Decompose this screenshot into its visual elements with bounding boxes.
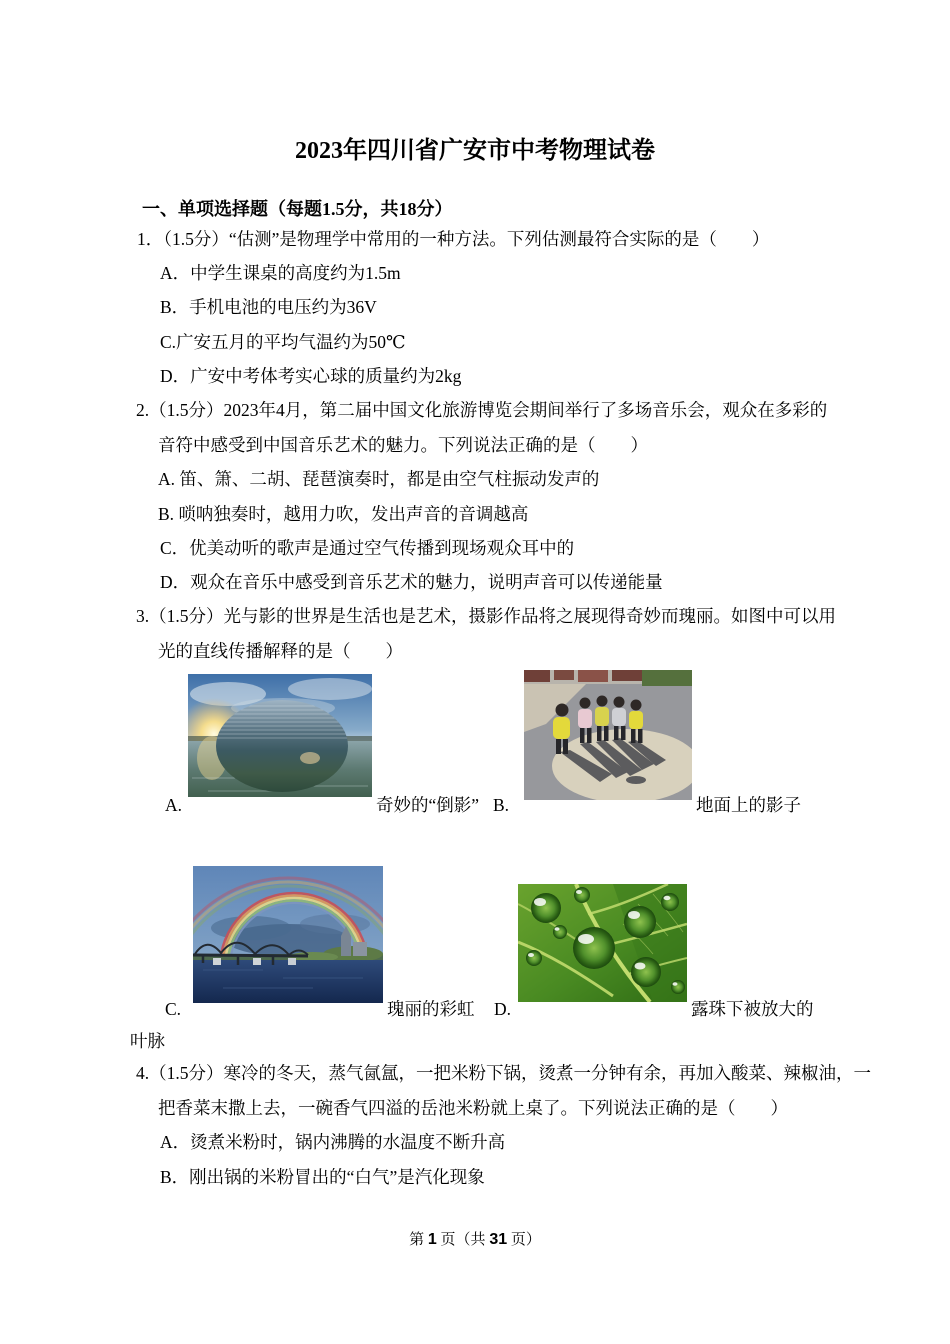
figure-a-caption: 奇妙的“倒影”	[376, 795, 480, 815]
figure-b-label: B.	[493, 795, 510, 815]
reflection-photo	[188, 674, 372, 797]
q1-stem: 1．（1.5分）“估测”是物理学中常用的一种方法。下列估测最符合实际的是（ ）	[137, 229, 770, 249]
figure-d-label: D.	[494, 999, 512, 1019]
q1-option-a: A．中学生课桌的高度约为1.5m	[160, 263, 401, 283]
section-heading: 一、单项选择题（每题1.5分，共18分）	[142, 199, 453, 219]
children-shadows-photo	[524, 670, 692, 800]
q4-option-b: B．刚出锅的米粉冒出的“白气”是汽化现象	[160, 1167, 485, 1187]
q2-option-b: B. 唢呐独奏时，越用力吹，发出声音的音调越高	[158, 504, 529, 524]
q2-stem-line1: 2.（1.5分）2023年4月，第二届中国文化旅游博览会期间举行了多场音乐会，观众在多彩的	[136, 400, 828, 420]
figure-c-label: C.	[165, 999, 182, 1019]
q3-stem-line1: 3.（1.5分）光与影的世界是生活也是艺术，摄影作品将之展现得奇妙而瑰丽。如图中可以用	[136, 606, 836, 626]
figure-b-caption: 地面上的影子	[696, 795, 801, 815]
q4-option-a: A．烫煮米粉时，锅内沸腾的水温度不断升高	[160, 1132, 506, 1152]
footer-text-mid: 页（共	[436, 1232, 490, 1248]
footer-page-number: 1	[427, 1231, 437, 1248]
footer-text-pre: 第	[409, 1232, 428, 1248]
footer-total-pages: 31	[489, 1231, 508, 1248]
q2-option-a: A. 笛、箫、二胡、琵琶演奏时，都是由空气柱振动发声的	[158, 469, 600, 489]
q1-option-d: D．广安中考体考实心球的质量约为2kg	[160, 366, 462, 386]
figure-d-caption: 露珠下被放大的	[691, 999, 814, 1019]
q2-option-c: C．优美动听的歌声是通过空气传播到现场观众耳中的	[160, 538, 575, 558]
q2-stem-line2: 音符中感受到中国音乐艺术的魅力。下列说法正确的是（ ）	[158, 435, 648, 455]
q2-option-d: D．观众在音乐中感受到音乐艺术的魅力，说明声音可以传递能量	[160, 572, 663, 592]
page-title: 2023年四川省广安市中考物理试卷	[295, 138, 655, 164]
q1-option-b: B．手机电池的电压约为36V	[160, 297, 377, 317]
figure-c-caption: 瑰丽的彩虹	[387, 999, 475, 1019]
footer-text-suf: 页）	[507, 1232, 541, 1248]
q4-stem-line1: 4.（1.5分）寒冷的冬天，蒸气氤氲，一把米粉下锅，烫煮一分钟有余，再加入酸菜、辣椒油，一	[136, 1063, 871, 1083]
dewdrops-leaf-photo	[518, 884, 687, 1002]
q3-stem-line2: 光的直线传播解释的是（ ）	[158, 641, 403, 661]
page-footer	[0, 1228, 950, 1249]
rainbow-photo	[193, 866, 383, 1003]
q1-option-c: C.广安五月的平均气温约为50℃	[160, 332, 406, 352]
q4-stem-line2: 把香菜末撒上去，一碗香气四溢的岳池米粉就上桌了。下列说法正确的是（ ）	[158, 1098, 788, 1118]
figure-a-label: A.	[165, 795, 183, 815]
figure-d-caption-wrap: 叶脉	[130, 1031, 165, 1051]
